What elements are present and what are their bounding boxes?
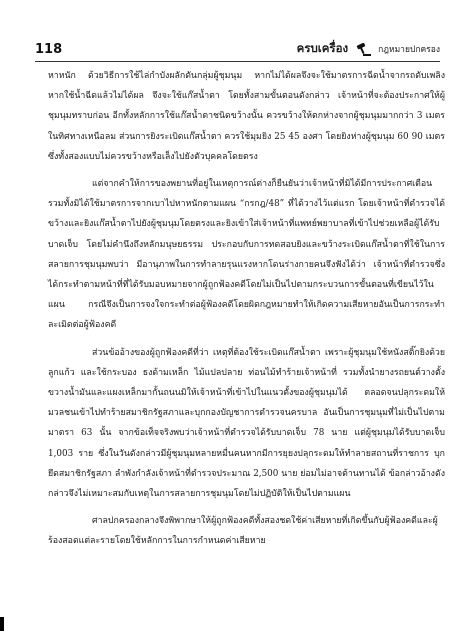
gavel-icon — [354, 42, 372, 56]
page-number: 118 — [35, 41, 63, 57]
paragraph: ส่วนข้ออ้างของผู้ถูกฟ้องคดีที่ว่า เหตุที่ต้องใช้ระเบิดแก๊สน้ำตา เพราะผู้ชุมนุมใช้หนังสติ๊กยิงด้วยลูกแก้ว และใช้กระบอง ธงด้ามเหล็ก ไม้แปลปลาย ท่อนไม้ทำร้ายเจ้าหน้าที่ รวมทั้งนำยางรถยนต์วางตั้งขวางน้ำมันและแผงเหล็กมากั้นถนนมิให้เจ้าหน้าที่เข้าไปในแนวตั้งของผู้ชุมนุมได้ ตลอดจนปลุกระดมให้มวลชนเข้าไปทำร้ายสมาชิกรัฐสภาและบุกกองบัญชาการตำรวจนครบาล อันเป็นการชุมนุมที่ไม่เป็นไปตามมาตรา 63 นั้น จากข้อเท็จจริงพบว่าเจ้าหน้าที่ตำรวจได้รับบาดเจ็บ 78 นาย แต่ผู้ชุมนุมได้รับบาดเจ็บ 1,003 ราย ซึ่งในวันดังกล่าวมีผู้ชุมนุมหลายหมื่นคนหากมีการยุยงปลุกระดมให้ทำลายสถานที่ราชการ บุกยึดสมาชิกรัฐสภา ลำพังกำลังเจ้าหน้าที่ตำรวจประมาณ 2,500 นาย ย่อมไม่อาจต้านทานได้ ข้อกล่าวอ้างดังกล่าวจึงไม่เหมาะสมกับเหตุในการสลายการชุมนุมโดยไม่ปฏิบัติให้เป็นไปตามแผน — [48, 347, 445, 500]
book-title: ครบเครื่อง — [296, 41, 349, 55]
edge-mark — [0, 617, 4, 631]
running-head — [297, 40, 440, 58]
header-rule — [35, 61, 440, 62]
page-header — [35, 40, 440, 58]
series-name: กฎหมายปกครอง — [378, 45, 440, 55]
paragraph: หาหนัก ด้วยวิธีการใช้ไล่กำบังผลักดันกลุ่มผู้ชุมนุม หากไม่ได้ผลจึงจะใช้มาตรการฉีดน้ำจากรถดับเพลิง หากใช้น้ำฉีดแล้วไม่ได้ผล จึงจะใช้แก๊สน้ำตา โดยทั้งสามขั้นตอนดังกล่าว เจ้าหน้าที่จะต้องประกาศให้ผู้ชุมนุมทราบก่อน อีกทั้งหลักการใช้แก๊สน้ำตาชนิดขว้างนั้น ควรขว้างให้ตกห่างจากผู้ชุมนุมมากกว่า 3 เมตร ในทิศทางเหนือลม ส่วนการยิงระเบิดแก๊สน้ำตา ควรใช้มุมยิง 25 45 องศา โดยยิงห่างผู้ชุมนุม 60 90 เมตร ซึ่งทั้งสองแบบไม่ควรขว้างหรือเล็งไปยังตัวบุคคลโดยตรง — [48, 71, 445, 162]
paragraph: แต่จากคำให้การของพยานที่อยู่ในเหตุการณ์ต่างก็ยืนยันว่าเจ้าหน้าที่มิได้มีการประกาศเตือน รวมทั้งมิได้ใช้มาตรการจากเบาไปหาหนักตามแผน “กรกฎ/48” ที่ได้วางไว้แต่แรก โดยเจ้าหน้าที่ตำรวจได้ขว้างและยิงแก๊สน้ำตาไปยังผู้ชุมนุมโดยตรงและยิงเข้าใส่เจ้าหน้าที่แพทย์พยาบาลที่เข้าไปช่วยเหลือผู้ได้รับบาดเจ็บ โดยไม่คำนึงถึงหลักมนุษยธรรม ประกอบกับการทดสอบยิงและขว้างระเบิดแก๊สน้ำตาที่ใช้ในการสลายการชุมนุมพบว่า มีอานุภาพในการทำลายรุนแรงหากโดนร่างกายคนจึงฟังได้ว่า เจ้าหน้าที่ตำรวจซึ่งได้กระทำตามหน้าที่ที่ได้รับมอบหมายจากผู้ถูกฟ้องคดีโดยไม่เป็นไปตามกระบวนการขั้นตอนที่เขียนไว้ในแผน กรณีจึงเป็นการจงใจกระทำต่อผู้ฟ้องคดีโดยผิดกฎหมายทำให้เกิดความเสียหายอันเป็นการกระทำละเมิดต่อผู้ฟ้องคดี — [48, 179, 445, 331]
body-text — [48, 66, 445, 559]
paragraph: ศาลปกครองกลางจึงพิพากษาให้ผู้ถูกฟ้องคดีทั้งสองชดใช้ค่าเสียหายที่เกิดขึ้นกับผู้ฟ้องคดีและผู้ร้องสอดแต่ละรายโดยใช้หลักการในการกำหนดค่าเสียหาย — [48, 516, 438, 547]
